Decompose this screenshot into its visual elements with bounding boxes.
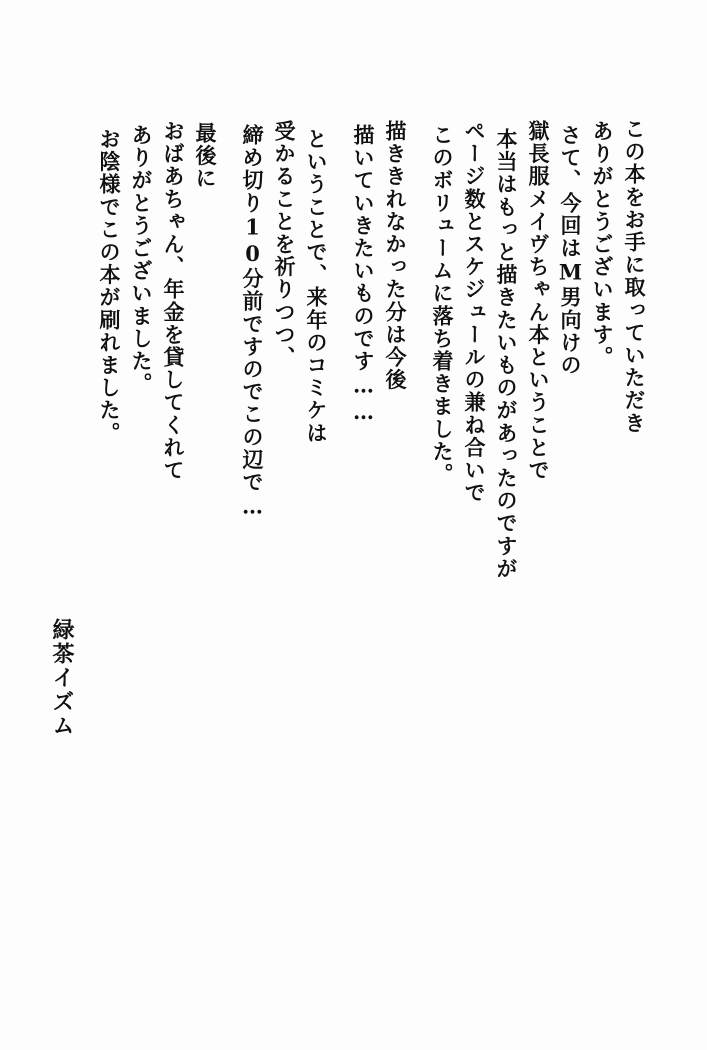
afterword-column-12: 締め切り10分前ですのでこの辺で… — [240, 124, 265, 521]
afterword-column-2: ありがとうございます。 — [590, 120, 615, 369]
afterword-column-4: 獄長服メイヴちゃん本ということで — [526, 120, 551, 482]
afterword-column-15: ありがとうございました。 — [129, 124, 154, 396]
afterword-column-8: 描ききれなかった分は今後 — [383, 120, 408, 392]
afterword-column-3: さて、今回はM男向けの — [558, 124, 583, 377]
author-signature: 緑茶イズム — [49, 618, 75, 738]
afterword-column-11: 受かることを祈りつつ、 — [272, 120, 297, 369]
afterword-column-16: お陰様でこの本が刷れました。 — [97, 128, 122, 445]
afterword-column-1: この本をお手に取っていただき — [622, 118, 647, 435]
afterword-column-14: おばあちゃん、年金を貸してくれて — [161, 120, 186, 482]
afterword-column-13: 最後に — [193, 122, 218, 190]
afterword-column-5: 本当はもっと描きたいものがあったのですが — [494, 128, 519, 580]
afterword-column-9: 描いていきたいものです…… — [351, 124, 376, 426]
afterword-column-10: ということで、来年のコミケは — [304, 128, 329, 445]
afterword-text-block — [9, 118, 645, 798]
afterword-column-7: このボリュームに落ち着きました。 — [430, 124, 455, 486]
afterword-column-6: ページ数とスケジュールの兼ね合いで — [462, 120, 487, 505]
